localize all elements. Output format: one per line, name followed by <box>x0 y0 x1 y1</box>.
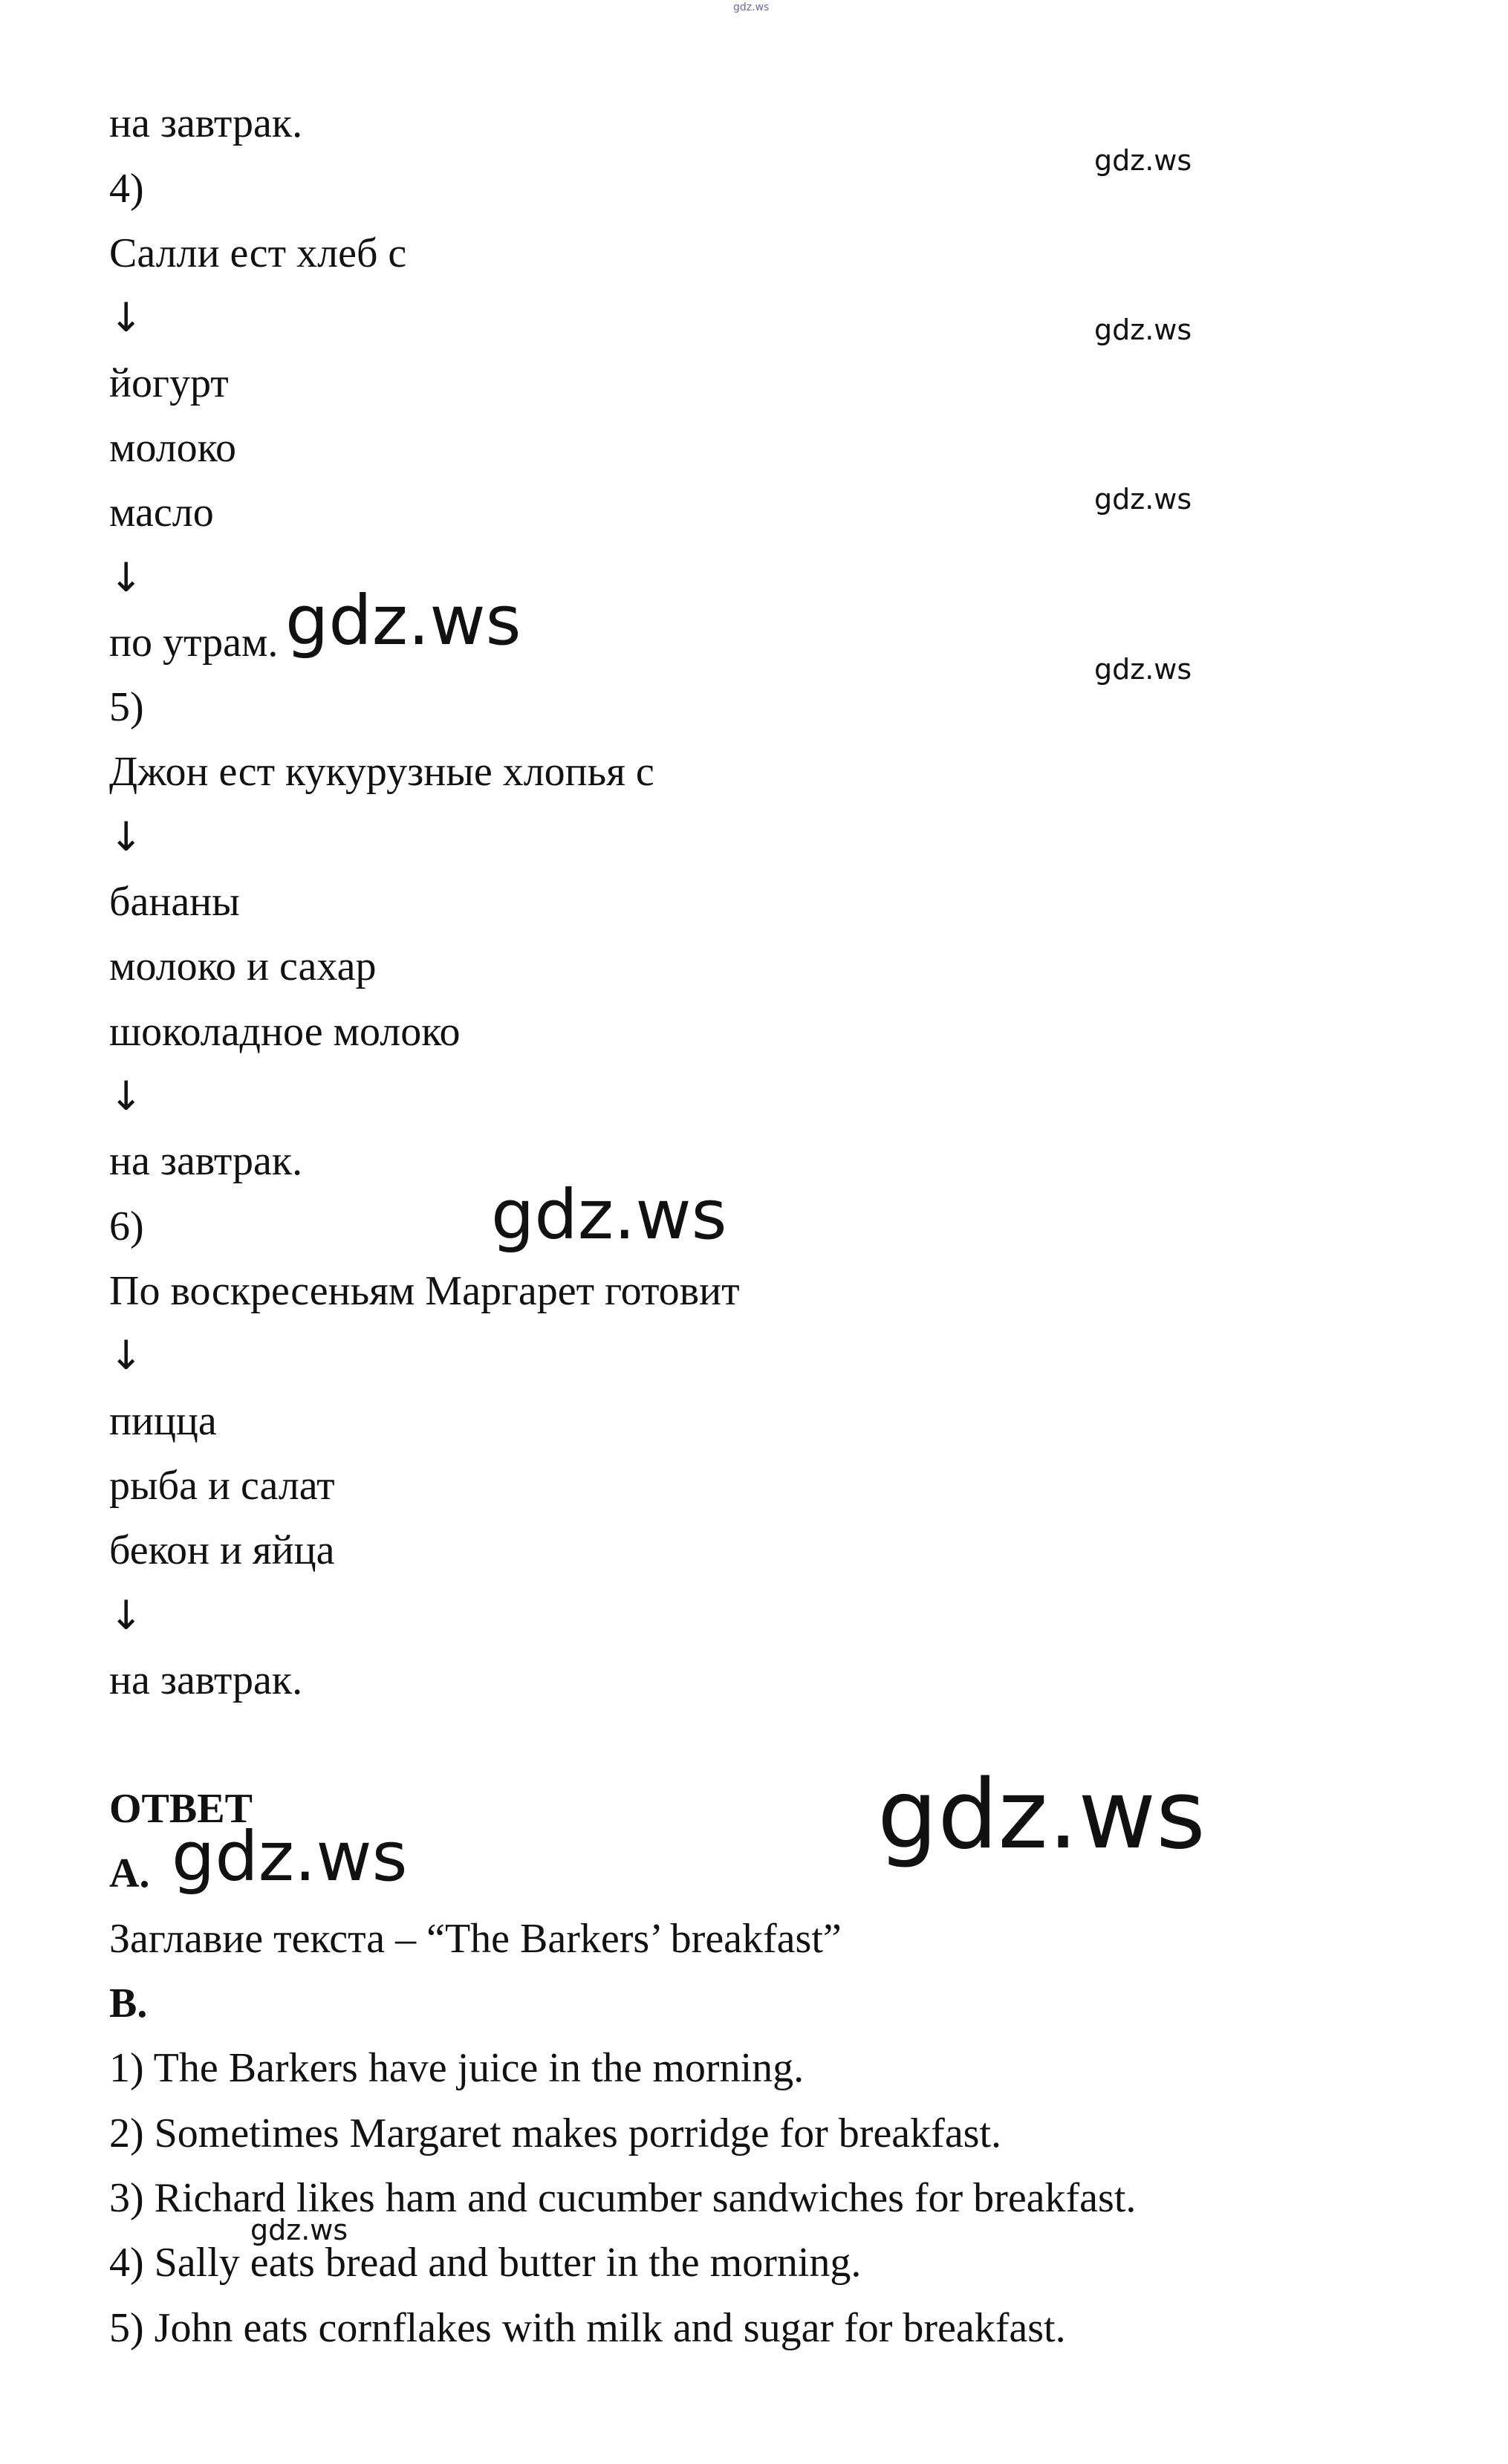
section6-option: рыба и салат <box>109 1463 335 1509</box>
down-arrow-icon: ↓ <box>109 1332 143 1379</box>
watermark-small: gdz.ws <box>1094 144 1192 177</box>
watermark-large: gdz.ws <box>172 1817 408 1896</box>
section5-ending: на завтрак. <box>109 1138 303 1184</box>
section6-ending: на завтрак. <box>109 1657 303 1703</box>
answer-part-b-label: B. <box>109 1980 148 2026</box>
section4-number: 4) <box>109 166 144 212</box>
down-arrow-icon: ↓ <box>109 554 143 601</box>
section4-option: йогурт <box>109 360 229 406</box>
watermark-small: gdz.ws <box>1094 483 1192 516</box>
watermark-small: gdz.ws <box>1094 653 1192 686</box>
answer-item: 1) The Barkers have juice in the morning. <box>109 2045 805 2091</box>
answer-item: 5) John eats cornflakes with milk and sugar for breakfast. <box>109 2305 1066 2351</box>
answer-heading: ОТВЕТ <box>109 1786 253 1832</box>
section4-sentence: Салли ест хлеб с <box>109 230 407 276</box>
section5-number: 5) <box>109 684 144 730</box>
section5-sentence: Джон ест кукурузные хлопья с <box>109 749 654 795</box>
section5-option: бананы <box>109 879 240 925</box>
section4-option: масло <box>109 490 214 536</box>
down-arrow-icon: ↓ <box>109 294 143 341</box>
section6-sentence: По воскресеньям Маргарет готовит <box>109 1268 740 1314</box>
watermark-large: gdz.ws <box>491 1175 727 1255</box>
answer-item: 4) Sally eats bread and butter in the morning. <box>109 2240 862 2286</box>
down-arrow-icon: ↓ <box>109 1592 143 1639</box>
answer-part-a-text: Заглавие текста – “The Barkers’ breakfast” <box>109 1916 842 1962</box>
section6-option: пицца <box>109 1398 217 1444</box>
section6-number: 6) <box>109 1203 144 1249</box>
section5-option: молоко и сахар <box>109 943 377 989</box>
watermark-small: gdz.ws <box>250 2214 348 2246</box>
down-arrow-icon: ↓ <box>109 1073 143 1119</box>
down-arrow-icon: ↓ <box>109 813 143 860</box>
section4-option: молоко <box>109 425 237 471</box>
section5-option: шоколадное молоко <box>109 1009 461 1055</box>
section6-option: бекон и яйца <box>109 1527 335 1573</box>
watermark-top: gdz.ws <box>733 1 770 13</box>
top-line: на завтрак. <box>109 100 303 146</box>
watermark-large: gdz.ws <box>877 1760 1206 1870</box>
answer-item: 3) Richard likes ham and cucumber sandwiches for breakfast. <box>109 2175 1137 2221</box>
answer-part-a-label: A. <box>109 1850 150 1896</box>
answer-item: 2) Sometimes Margaret makes porridge for breakfast. <box>109 2110 1002 2156</box>
watermark-small: gdz.ws <box>1094 313 1192 346</box>
section4-ending: по утрам. <box>109 620 279 666</box>
watermark-large: gdz.ws <box>285 581 521 660</box>
